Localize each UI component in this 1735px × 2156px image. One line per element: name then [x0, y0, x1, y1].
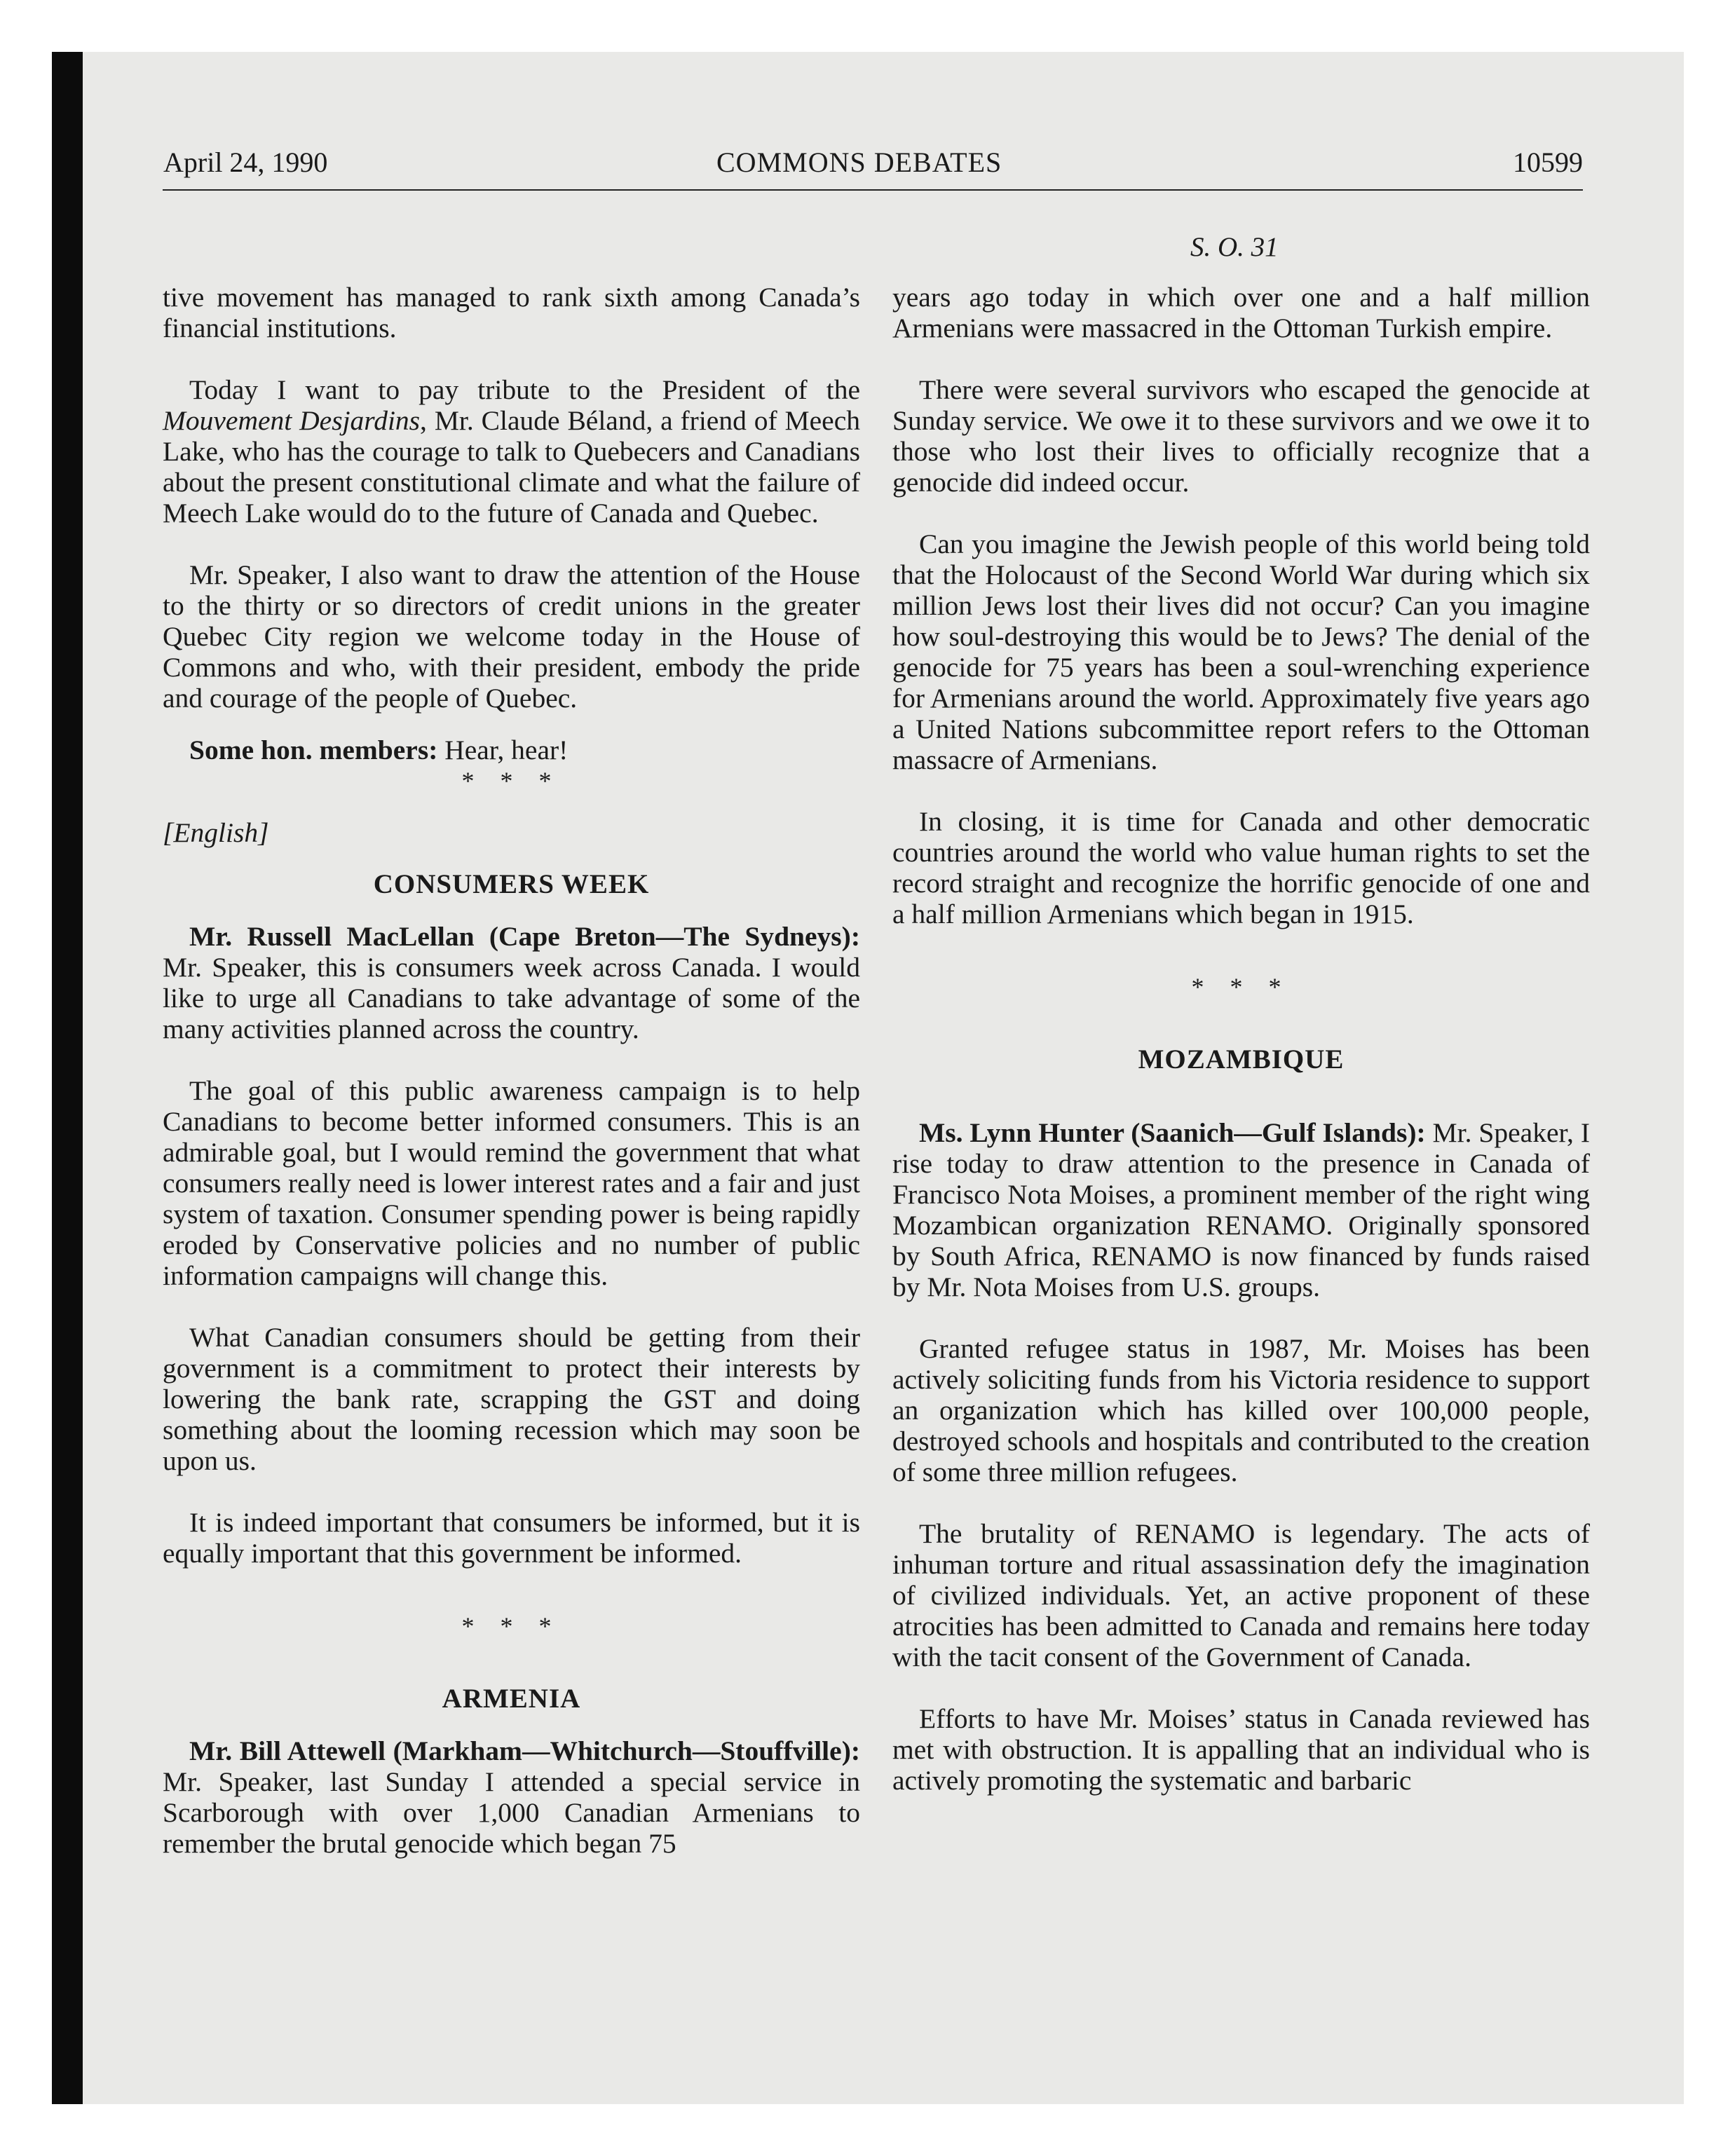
section-tag: S. O. 31	[1190, 232, 1279, 262]
section-heading: ARMENIA	[442, 1684, 581, 1714]
speaker-name: Ms. Lynn Hunter (Saanich—Gulf Islands):	[919, 1117, 1426, 1148]
speaker-name: Mr. Russell MacLellan (Cape Breton—The Sydneys):	[189, 921, 860, 952]
paragraph: Granted refugee status in 1987, Mr. Moises has been actively soliciting funds from his Victoria residence to support an organization which has killed over 100,000 people, destroyed schools and hospitals and contributed to the creation of some three million refugees.	[892, 1333, 1590, 1487]
header-rule	[163, 189, 1583, 191]
right-column	[892, 282, 1590, 1796]
paragraph: Mr. Speaker, I also want to draw the attention of the House to the thirty or so directors of credit unions in the greater Quebec City region we welcome today in the House of Commons and who, with their president, embody the pride and courage of the people of Quebec.	[163, 559, 860, 714]
left-column	[163, 282, 860, 1859]
paragraph: In closing, it is time for Canada and other democratic countries around the world who value human rights to set the record straight and recognize the horrific genocide of one and a half million Armenians which began in 1915.	[892, 806, 1590, 929]
paragraph: The brutality of RENAMO is legendary. The acts of inhuman torture and ritual assassination defy the imagination of civilized individuals. Yet, an active proponent of these atrocities has been admitted to Canada and remains here today with the tacit consent of the Government of Canada.	[892, 1518, 1590, 1672]
section-separator: * * *	[1191, 973, 1291, 1001]
paragraph	[163, 921, 860, 1044]
section-heading: CONSUMERS WEEK	[373, 869, 650, 899]
paragraph: What Canadian consumers should be getting from their government is a commitment to protect their interests by lowering the bank rate, scrapping the GST and doing something about the looming recession which may soon be upon us.	[163, 1322, 860, 1476]
text: Hear, hear!	[437, 735, 569, 765]
paragraph	[163, 374, 860, 528]
italic-title: Mouvement Desjardins	[163, 405, 421, 436]
section-separator: * * *	[461, 767, 562, 795]
text: Mr. Speaker, this is consumers week across Canada. I would like to urge all Canadians to take advantage of some of the many activities planned across the country.	[163, 952, 860, 1044]
paragraph: Efforts to have Mr. Moises’ status in Canada reviewed has met with obstruction. It is appalling that an individual who is actively promoting the systematic and barbaric	[892, 1703, 1590, 1796]
language-tag: [English]	[163, 817, 269, 848]
section-heading: MOZAMBIQUE	[1138, 1044, 1345, 1074]
paragraph	[163, 735, 860, 765]
speaker-name: Some hon. members:	[189, 735, 438, 765]
header-journal-title: COMMONS DEBATES	[716, 146, 1002, 178]
paragraph: It is indeed important that consumers be informed, but it is equally important that this government be informed.	[163, 1507, 860, 1569]
header-date: April 24, 1990	[163, 146, 328, 178]
text: Today I want to pay tribute to the President of the	[189, 374, 860, 405]
text: Mr. Speaker, I rise today to draw attention to the presence in Canada of Francisco Nota Moises, a prominent member of the right wing Mozambican organization RENAMO. Originally sponsored by South Africa, RENAMO is now financed by funds raised by Mr. Nota Moises from U.S. groups.	[892, 1117, 1590, 1302]
paragraph: Can you imagine the Jewish people of this world being told that the Holocaust of the Second World War during which six million Jews lost their lives did not occur? Can you imagine how soul-destroying this would be to Jews? The denial of the genocide for 75 years has been a soul-wrenching experience for Armenians around the world. Approximately five years ago a United Nations subcommittee report refers to the Ottoman massacre of Armenians.	[892, 528, 1590, 775]
speaker-name: Mr. Bill Attewell (Markham—Whitchurch—Stouffville):	[189, 1735, 860, 1766]
text: , Mr. Claude Béland, a friend of Meech Lake, who has the courage to talk to Quebecers and Canadians about the present constitutional climate and what the failure of Meech Lake would do to the future of Canada and Quebec.	[163, 405, 860, 528]
paragraph: years ago today in which over one and a half million Armenians were massacred in the Ottoman Turkish empire.	[892, 282, 1590, 343]
text: Mr. Speaker, last Sunday I attended a special service in Scarborough with over 1,000 Canadian Armenians to remember the brutal genocide which began 75	[163, 1766, 860, 1859]
paragraph: The goal of this public awareness campaign is to help Canadians to become better informed consumers. This is an admirable goal, but I would remind the government that what consumers really need is lower interest rates and a fair and just system of taxation. Consumer spending power is being rapidly eroded by Conservative policies and no number of public information campaigns will change this.	[163, 1075, 860, 1291]
paragraph: tive movement has managed to rank sixth among Canada’s financial institutions.	[163, 282, 860, 343]
binding-shadow	[52, 52, 83, 2104]
section-separator: * * *	[461, 1612, 562, 1640]
paragraph	[163, 1735, 860, 1859]
header-page-number: 10599	[1513, 146, 1583, 178]
paragraph: There were several survivors who escaped the genocide at Sunday service. We owe it to these survivors and we owe it to those who lost their lives to officially recognize that a genocide did indeed occur.	[892, 374, 1590, 498]
paragraph	[892, 1117, 1590, 1302]
